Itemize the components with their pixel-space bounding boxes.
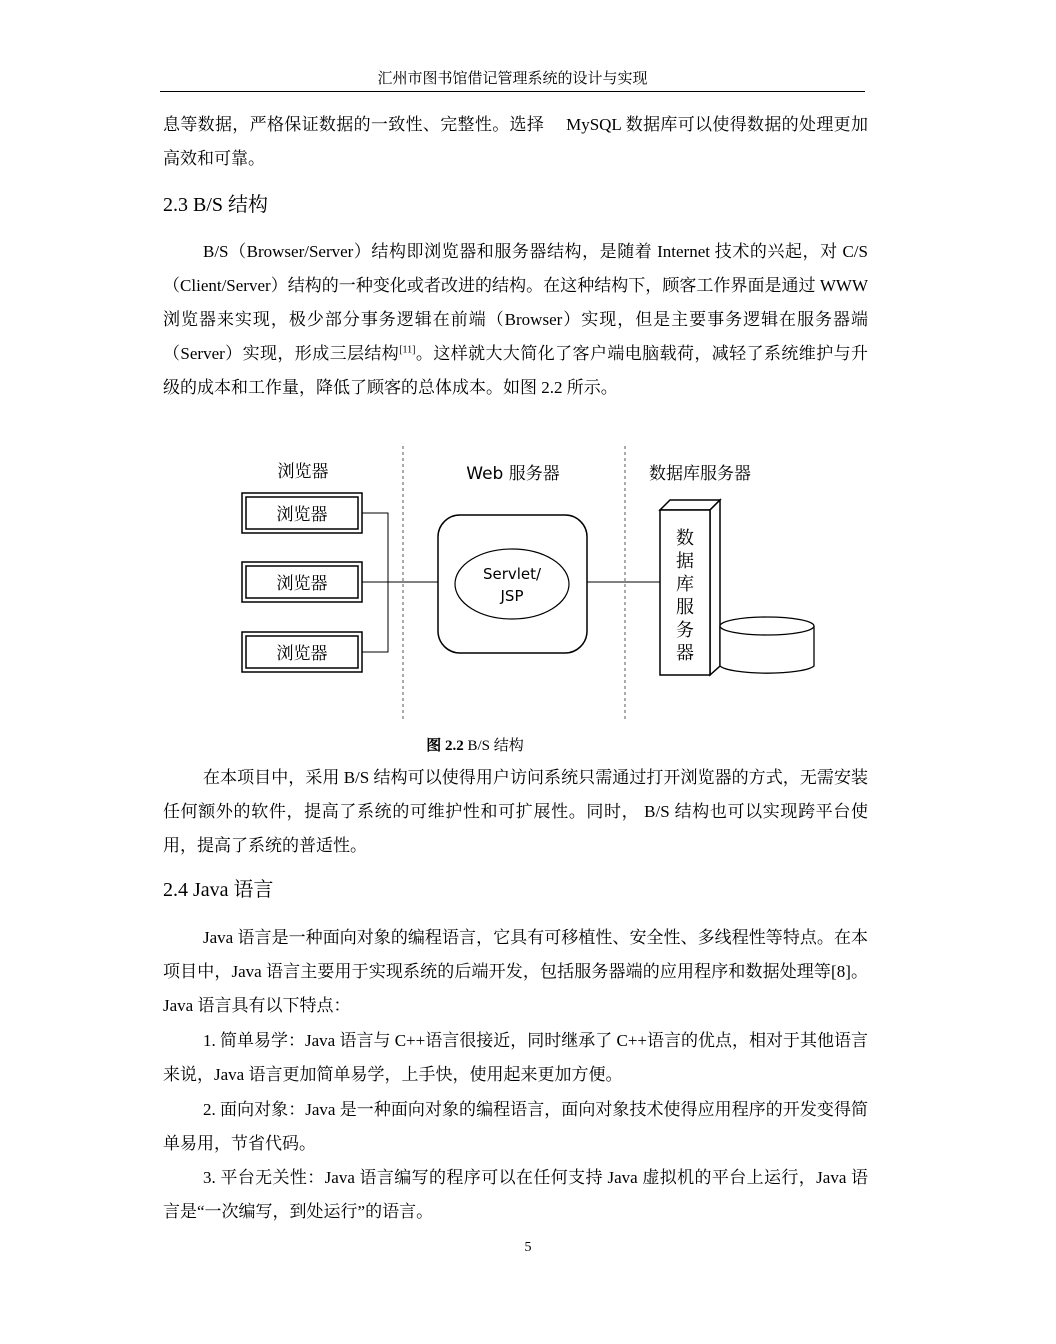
browser-box-2 [242, 562, 362, 602]
running-header: 汇州市图书馆借记管理系统的设计与实现 [377, 71, 648, 87]
browser-connector [362, 513, 438, 652]
caption-label: 图 2.2 [426, 738, 464, 754]
paragraph-java-point-3: 3. 平台无关性：Java 语言编写的程序可以在任何支持 Java 虚拟机的平台上运行，Java 语言是“一次编写，到处运行”的语言。 [163, 1168, 868, 1221]
paragraph-bs-intro [163, 235, 868, 405]
paragraph-java-intro: Java 语言是一种面向对象的编程语言，它具有可移植性、安全性、多线程性等特点。在本项目中，Java 语言主要用于实现系统的后端开发，包括服务器端的应用程序和数据处理等[8]。Java 语言具有以下特点： [163, 928, 868, 1015]
page-number: 5 [524, 1240, 532, 1255]
caption-text: B/S 结构 [463, 738, 524, 754]
bs-architecture-diagram [230, 442, 751, 724]
browser-box-1 [242, 493, 362, 533]
paragraph-continuation: 息等数据，严格保证数据的一致性、完整性。选择 MySQL 数据库可以使得数据的处理更加高效和可靠。 [163, 115, 868, 168]
browser-label-1: 浏览器 [276, 505, 328, 525]
db-server-tower [660, 500, 720, 675]
browser-label-3: 浏览器 [276, 644, 328, 664]
db-vertical-char-5: 务 [676, 620, 694, 641]
citation-ref: [11] [399, 344, 416, 356]
col-label-web-server: Web 服务器 [466, 464, 560, 484]
db-vertical-char-6: 器 [676, 643, 694, 664]
paragraph-java-point-1: 1. 简单易学：Java 语言与 C++语言很接近，同时继承了 C++语言的优点，相对于其他语言来说，Java 语言更加简单易学，上手快，使用起来更加方便。 [163, 1031, 868, 1084]
browser-box-3 [242, 632, 362, 672]
db-vertical-char-2: 据 [676, 551, 694, 572]
db-vertical-char-4: 服 [676, 597, 694, 618]
paragraph-bs-benefits: 在本项目中，采用 B/S 结构可以使得用户访问系统只需通过打开浏览器的方式，无需安装任何额外的软件，提高了系统的可维护性和可扩展性。同时， B/S 结构也可以实现跨平台使用，提高了系统的普适性。 [163, 768, 868, 855]
section-heading-2-4: 2.4 Java 语言 [163, 879, 274, 901]
db-vertical-char-3: 库 [676, 574, 694, 595]
db-vertical-char-1: 数 [676, 528, 694, 549]
paragraph-java-point-2: 2. 面向对象：Java 是一种面向对象的编程语言，面向对象技术使得应用程序的开发变得简单易用，节省代码。 [163, 1100, 868, 1153]
col-label-db-server: 数据库服务器 [649, 464, 751, 484]
figure-caption [0, 736, 950, 756]
col-label-browser: 浏览器 [277, 462, 329, 482]
paragraph-bs-intro-text: B/S（Browser/Server）结构即浏览器和服务器结构，是随着 Internet 技术的兴起，对 C/S（Client/Server）结构的一种变化或者改进的结构。在这种结构下，顾客工作界面是通过 WWW 浏览器来实现，极少部分事务逻辑在前端（Browser）实现，但是主要事务逻辑在服务器端（Server）实现，形成三层结构 [163, 242, 868, 363]
paragraph-bs-intro-tail: 。这样就大大简化了客户端电脑载荷，减轻了系统维护与升级的成本和工作量，降低了顾客的总体成本。如图 2.2 所示。 [163, 344, 869, 397]
browser-label-2: 浏览器 [276, 574, 328, 594]
header-rule [160, 91, 865, 92]
servlet-label-line2: JSP [500, 587, 524, 605]
section-heading-2-3: 2.3 B/S 结构 [163, 194, 269, 216]
servlet-jsp-ellipse [455, 549, 569, 619]
database-cylinder [720, 617, 814, 673]
servlet-label-line1: Servlet/ [482, 565, 542, 583]
